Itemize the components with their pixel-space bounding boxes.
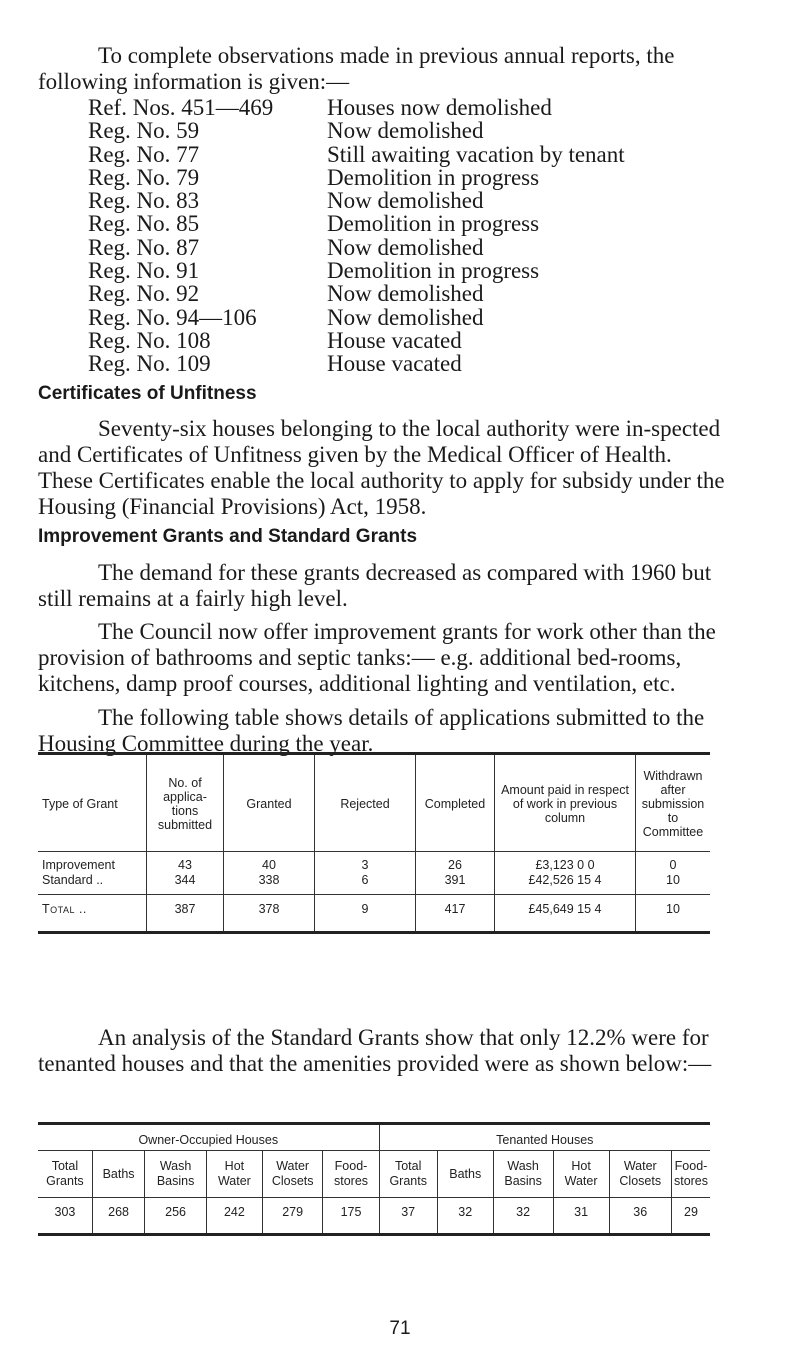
cell-text: £3,123 0 0	[535, 858, 595, 872]
table-row	[38, 852, 710, 895]
cell-text: Improvement	[42, 858, 115, 872]
list-item	[88, 352, 728, 375]
amenities-table	[38, 1122, 710, 1236]
table-cell: 32	[493, 1198, 553, 1235]
ref-number: Reg. No. 94—106	[88, 304, 257, 330]
table-cell: 242	[206, 1198, 262, 1235]
owner-occupied-group-header: Owner-Occupied Houses	[38, 1124, 379, 1151]
cell-text: 391	[444, 873, 466, 887]
column-header: Hot Water	[206, 1151, 262, 1198]
ref-status: Now demolished	[327, 118, 484, 144]
table-total-row	[38, 895, 710, 933]
cell-text: 43	[178, 858, 192, 872]
table-cell: 29	[671, 1198, 710, 1235]
ref-status: Demolition in progress	[327, 211, 540, 237]
ref-status: Now demolished	[327, 188, 484, 214]
ref-status: Demolition in progress	[327, 164, 540, 190]
cell-text: £42,526 15 4	[528, 873, 602, 887]
table-header-row	[38, 754, 710, 852]
table-cell	[38, 852, 147, 895]
list-item	[88, 259, 728, 282]
table-cell: 37	[379, 1198, 437, 1235]
ref-number: Reg. No. 59	[88, 118, 200, 144]
table-row	[38, 1198, 710, 1235]
table-cell: 32	[437, 1198, 493, 1235]
cell-text: 0	[669, 858, 677, 872]
ref-number: Reg. No. 91	[88, 258, 200, 284]
list-item	[88, 236, 728, 259]
page-number: 71	[389, 1318, 411, 1339]
cell-text: 338	[258, 873, 280, 887]
cell-text: Standard ..	[42, 873, 104, 887]
ref-status: House vacated	[327, 351, 462, 377]
list-item	[88, 306, 728, 329]
table-cell	[147, 852, 224, 895]
list-item	[88, 96, 728, 119]
ref-number: Reg. No. 83	[88, 188, 200, 214]
column-header: Water Closets	[262, 1151, 323, 1198]
column-header: Water Closets	[609, 1151, 671, 1198]
ref-number: Reg. No. 85	[88, 211, 200, 237]
section-heading: Improvement Grants and Standard Grants	[38, 526, 418, 547]
cell-text: 26	[448, 858, 462, 872]
section-heading: Certificates of Unfitness	[38, 383, 257, 404]
column-header: Wash Basins	[145, 1151, 207, 1198]
table-cell: 387	[147, 895, 224, 933]
analysis-paragraph: An analysis of the Standard Grants show that only 12.2% were for tenanted houses and that the amenities provided were as shown below:—	[38, 1025, 712, 1076]
grants-paragraph-3: The following table shows details of applications submitted to the Housing Committee during the year.	[38, 705, 705, 756]
column-header: Total Grants	[38, 1151, 92, 1198]
ref-status: Demolition in progress	[327, 258, 540, 284]
list-item	[88, 119, 728, 142]
table-cell	[224, 852, 315, 895]
ref-number: Reg. No. 79	[88, 164, 200, 190]
ref-status: Still awaiting vacation by tenant	[327, 141, 625, 167]
column-header: Withdrawn after submission to Committee	[636, 754, 711, 852]
table-cell	[636, 852, 711, 895]
table-cell	[495, 852, 636, 895]
column-header: Granted	[224, 754, 315, 852]
table-cell: 256	[145, 1198, 207, 1235]
column-header: Food- stores	[323, 1151, 379, 1198]
list-item	[88, 282, 728, 305]
cell-text: 6	[361, 873, 369, 887]
column-header: Amount paid in respect of work in previous column	[495, 754, 636, 852]
table-cell: 378	[224, 895, 315, 933]
table-cell: 36	[609, 1198, 671, 1235]
ref-number: Reg. No. 92	[88, 281, 200, 307]
list-item	[88, 166, 728, 189]
tenanted-group-header: Tenanted Houses	[379, 1124, 710, 1151]
table-cell: Total ..	[38, 895, 147, 933]
ref-number: Reg. No. 109	[88, 351, 211, 377]
reference-list	[88, 96, 728, 376]
ref-number: Ref. Nos. 451—469	[88, 95, 274, 120]
ref-number: Reg. No. 87	[88, 234, 200, 260]
table-cell: 268	[92, 1198, 144, 1235]
column-header: Wash Basins	[493, 1151, 553, 1198]
column-header: No. of applica- tions submitted	[147, 754, 224, 852]
table-header-row	[38, 1151, 710, 1198]
column-header: Type of Grant	[38, 754, 147, 852]
grants-paragraph-2: The Council now offer improvement grants for work other than the provision of bathrooms and septic tanks:— e.g. additional bed-rooms, kitchens, damp proof courses, additional lighting and ventilation, etc.	[38, 619, 716, 696]
ref-number: Reg. No. 108	[88, 327, 211, 353]
column-header: Hot Water	[553, 1151, 609, 1198]
list-item	[88, 329, 728, 352]
cell-text: 344	[174, 873, 196, 887]
column-header: Baths	[437, 1151, 493, 1198]
ref-status: Now demolished	[327, 304, 484, 330]
table-cell: 31	[553, 1198, 609, 1235]
certificates-paragraph: Seventy-six houses belonging to the local authority were in-spected and Certificates of Unfitness given by the Medical Officer of Health. These Certificates enable the local authority to apply for subsidy under the Housing (Financial Provisions) Act, 1958.	[38, 416, 725, 519]
table-cell	[416, 852, 495, 895]
ref-status: Now demolished	[327, 281, 484, 307]
cell-text: 40	[262, 858, 276, 872]
column-header: Total Grants	[379, 1151, 437, 1198]
cell-text: 10	[666, 873, 680, 887]
column-header: Food- stores	[671, 1151, 710, 1198]
ref-status: Now demolished	[327, 234, 484, 260]
list-item	[88, 189, 728, 212]
cell-text: 3	[361, 858, 369, 872]
table-cell: 417	[416, 895, 495, 933]
applications-table	[38, 752, 710, 934]
ref-number: Reg. No. 77	[88, 141, 200, 167]
ref-status: House vacated	[327, 327, 462, 353]
table-cell: 303	[54, 1205, 76, 1219]
table-cell: 10	[636, 895, 711, 933]
intro-paragraph: To complete observations made in previous annual reports, the following information is given:—	[38, 43, 675, 94]
column-header: Baths	[92, 1151, 144, 1198]
column-header: Rejected	[315, 754, 416, 852]
column-header: Completed	[416, 754, 495, 852]
grants-paragraph-1: The demand for these grants decreased as compared with 1960 but still remains at a fairly high level.	[38, 560, 712, 611]
table-cell: £45,649 15 4	[495, 895, 636, 933]
table-cell: 279	[262, 1198, 323, 1235]
table-cell: 175	[323, 1198, 379, 1235]
list-item	[88, 212, 728, 235]
ref-status: Houses now demolished	[327, 95, 552, 120]
table-cell: 9	[315, 895, 416, 933]
table-cell	[315, 852, 416, 895]
table-group-row	[38, 1124, 710, 1151]
list-item	[88, 143, 728, 166]
